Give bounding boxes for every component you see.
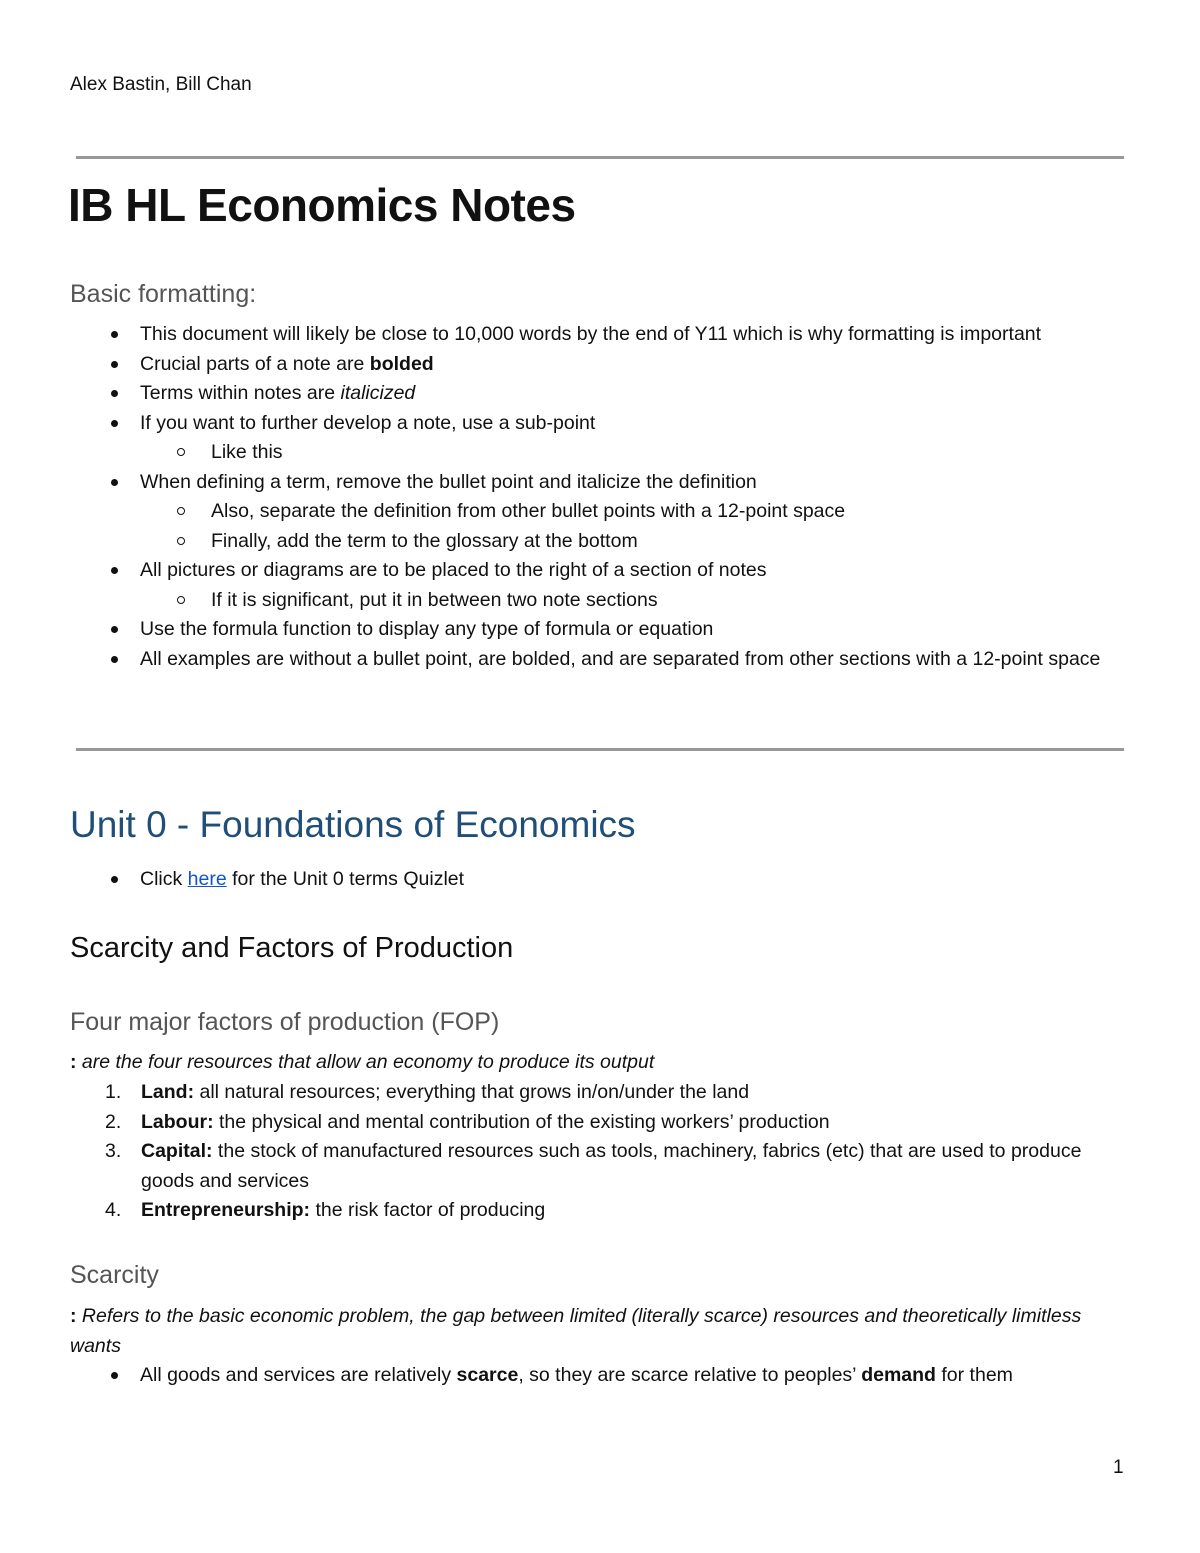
fop-list <box>70 1078 1130 1226</box>
sub-list-item: Like this <box>70 438 1130 468</box>
scarcity-list <box>70 1361 1130 1391</box>
list-item: 2. Labour: the physical and mental contribution of the existing workers’ production <box>105 1110 830 1133</box>
formatting-list <box>70 320 1130 674</box>
list-item: 4. Entrepreneurship: the risk factor of producing <box>105 1199 546 1221</box>
list-item: 1. Land: all natural resources; everything that grows in/on/under the land <box>105 1081 750 1103</box>
list-item: Click here for the Unit 0 terms Quizlet <box>70 865 1130 895</box>
sub-list-item: Finally, add the term to the glossary at the bottom <box>70 527 1130 557</box>
list-item: 3. Capital: the stock of manufactured resources such as tools, machinery, fabrics (etc) that are used to produce goods and services <box>105 1140 1082 1192</box>
page-title: IB HL Economics Notes <box>68 179 576 231</box>
list-item: This document will likely be close to 10,000 words by the end of Y11 which is why formatting is important <box>70 320 1130 350</box>
bottom-divider <box>76 748 1124 751</box>
sub-list-item: Also, separate the definition from other bullet points with a 12-point space <box>70 497 1130 527</box>
list-item: When defining a term, remove the bullet point and italicize the definition <box>70 468 1130 498</box>
section-heading: Scarcity and Factors of Production <box>70 932 514 964</box>
author-names: Alex Bastin, Bill Chan <box>70 74 252 95</box>
basic-formatting-label: Basic formatting: <box>70 280 257 308</box>
fop-heading: Four major factors of production (FOP) <box>70 1008 500 1036</box>
list-item: Use the formula function to display any type of formula or equation <box>70 615 1130 645</box>
sub-list-item: If it is significant, put it in between two note sections <box>70 586 1130 616</box>
scarcity-heading: Scarcity <box>70 1261 159 1289</box>
list-item: All goods and services are relatively scarce, so they are scarce relative to peoples’ demand for them <box>70 1361 1130 1391</box>
list-item: All examples are without a bullet point, are bolded, and are separated from other sections with a 12-point space <box>70 645 1130 675</box>
list-item: Crucial parts of a note are bolded <box>70 350 1130 380</box>
top-divider <box>76 156 1124 159</box>
unit-heading: Unit 0 - Foundations of Economics <box>70 804 636 845</box>
list-item: All pictures or diagrams are to be placed to the right of a section of notes <box>70 556 1130 586</box>
quizlet-list <box>70 865 1130 895</box>
scarcity-definition: : Refers to the basic economic problem, the gap between limited (literally scarce) resources and theoretically limitless wants <box>70 1305 1082 1357</box>
list-item: If you want to further develop a note, use a sub-point <box>70 409 1130 439</box>
page-number: 1 <box>1113 1457 1124 1478</box>
list-item: Terms within notes are italicized <box>70 379 1130 409</box>
fop-definition: : are the four resources that allow an economy to produce its output <box>70 1051 655 1073</box>
quizlet-link[interactable]: here <box>187 868 227 890</box>
